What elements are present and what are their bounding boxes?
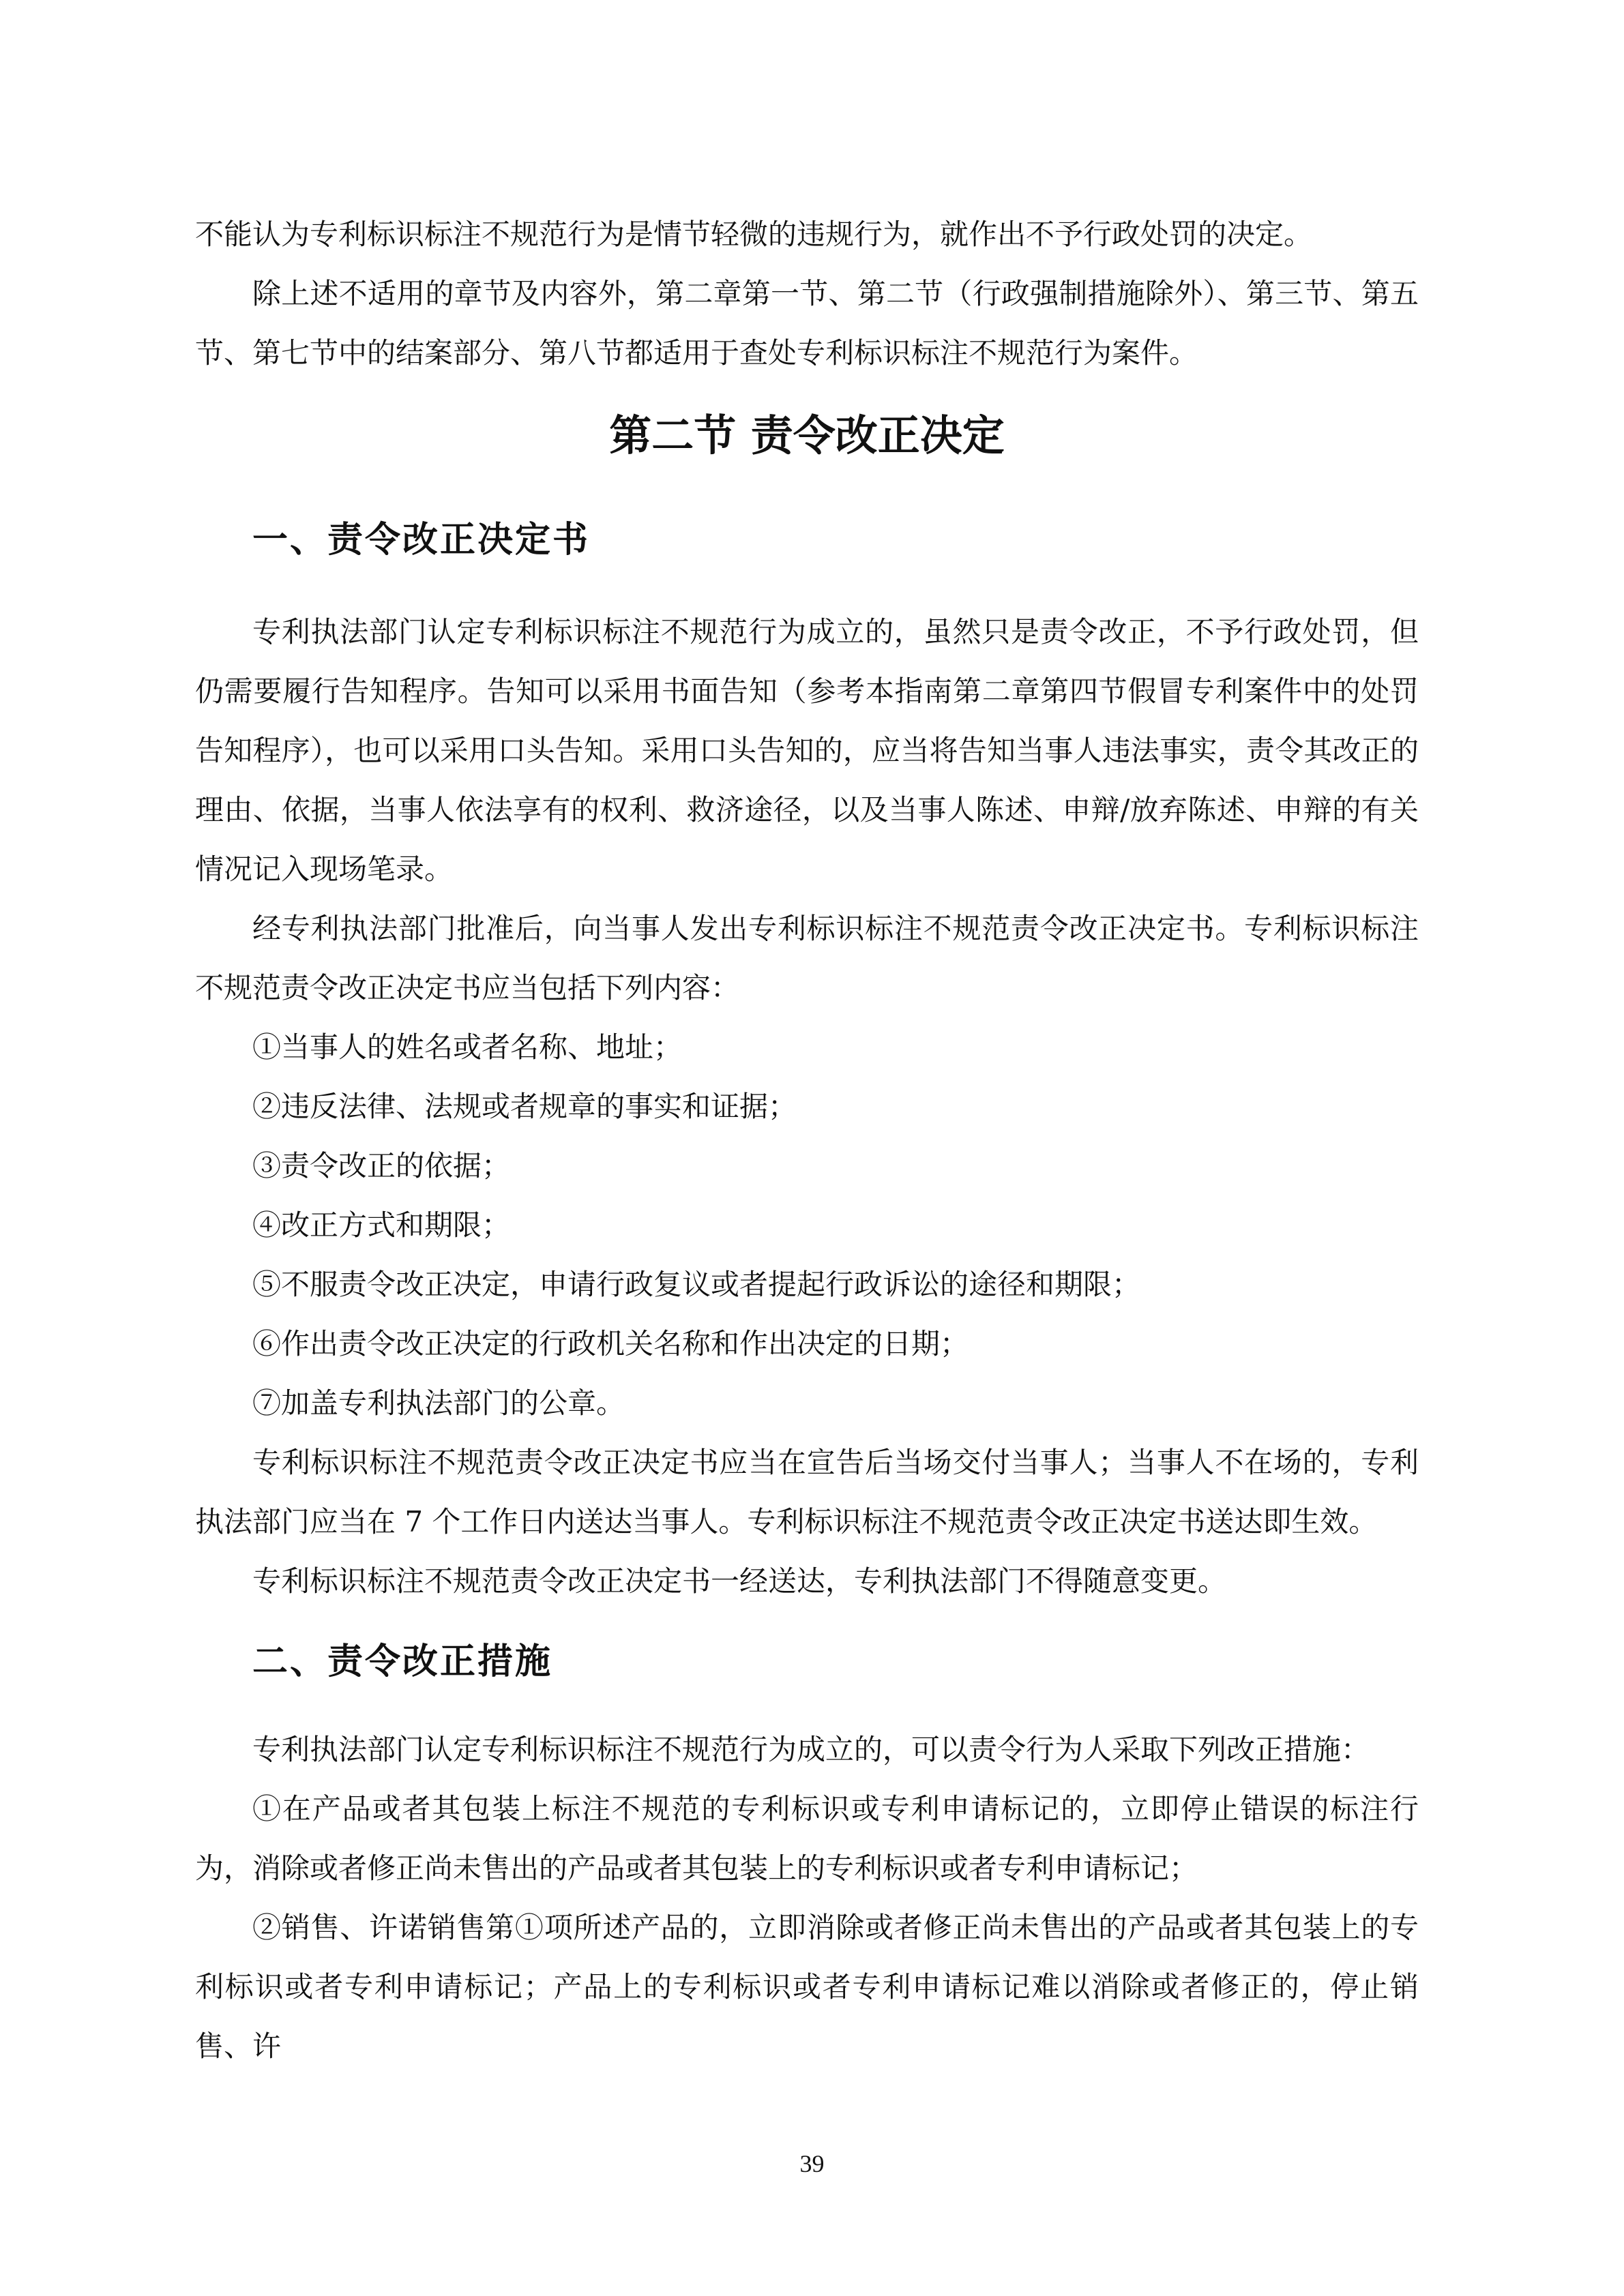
list-item: ⑤不服责令改正决定，申请行政复议或者提起行政诉讼的途径和期限； [252,1268,1141,1301]
list-item: ②销售、许诺销售第①项所述产品的，立即消除或者修正尚未售出的产品或者其包装上的专利标识或者专利申请标记；产品上的专利标识或者专利申请标记难以消除或者修正的，停止销售、许 [195,1911,1419,2063]
list-item: ①在产品或者其包装上标注不规范的专利标识或专利申请标记的，立即停止错误的标注行为，消除或者修正尚未售出的产品或者其包装上的专利标识或者专利申请标记； [195,1792,1419,1885]
list-item: ⑥作出责令改正决定的行政机关名称和作出决定的日期； [252,1327,969,1360]
subsection-heading-2: 二、责令改正措施 [252,1641,553,1682]
body-paragraph: 专利标识标注不规范责令改正决定书一经送达，专利执法部门不得随意变更。 [252,1564,1227,1598]
page-number: 39 [799,2150,825,2177]
list-item: ③责令改正的依据； [252,1149,511,1182]
list-item: ④改正方式和期限； [252,1208,511,1242]
body-paragraph: 经专利执法部门批准后，向当事人发出专利标识标注不规范责令改正决定书。专利标识标注不规范责令改正决定书应当包括下列内容： [195,912,1419,1004]
document-page [195,205,1419,2076]
section-title: 第二节 责令改正决定 [609,411,1005,460]
subsection-heading-1: 一、责令改正决定书 [252,520,591,561]
list-item: ⑦加盖专利执法部门的公章。 [252,1386,625,1420]
body-paragraph: 除上述不适用的章节及内容外，第二章第一节、第二节（行政强制措施除外）、第三节、第五节、第七节中的结案部分、第八节都适用于查处专利标识标注不规范行为案件。 [195,277,1419,370]
body-paragraph: 专利标识标注不规范责令改正决定书应当在宣告后当场交付当事人；当事人不在场的，专利执法部门应当在 7 个工作日内送达当事人。专利标识标注不规范责令改正决定书送达即生效。 [195,1446,1419,1538]
list-item: ②违反法律、法规或者规章的事实和证据； [252,1090,797,1123]
body-paragraph: 不能认为专利标识标注不规范行为是情节轻微的违规行为，就作出不予行政处罚的决定。 [195,218,1313,251]
list-item: ①当事人的姓名或者名称、地址； [252,1030,683,1064]
body-paragraph: 专利执法部门认定专利标识标注不规范行为成立的，虽然只是责令改正，不予行政处罚，但仍需要履行告知程序。告知可以采用书面告知（参考本指南第二章第四节假冒专利案件中的处罚告知程序），也可以采用口头告知。采用口头告知的，应当将告知当事人违法事实，责令其改正的理由、依据，当事人依法享有的权利、救济途径，以及当事人陈述、申辩/放弃陈述、申辩的有关情况记入现场笔录。 [195,615,1419,886]
body-paragraph: 专利执法部门认定专利标识标注不规范行为成立的，可以责令行为人采取下列改正措施： [252,1733,1370,1766]
